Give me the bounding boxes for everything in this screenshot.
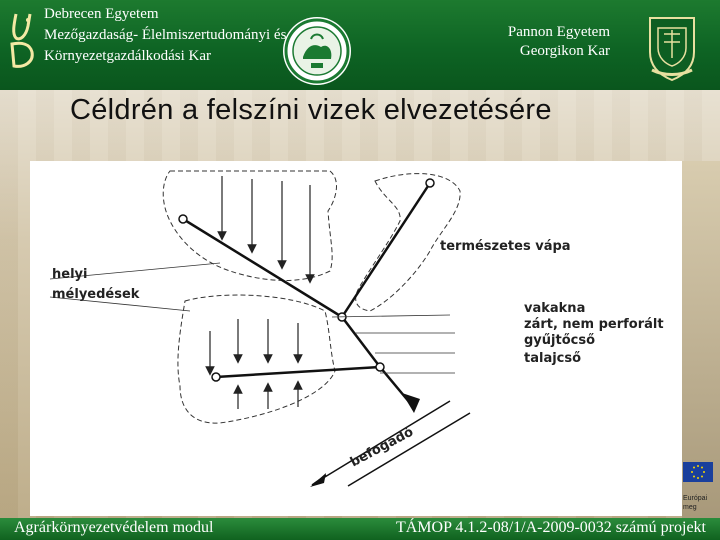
label-zart: zárt, nem perforált	[524, 317, 664, 332]
right-institution-line-2: Georgikon Kar	[519, 43, 610, 59]
slide-title: Céldrén a felszíni vizek elvezetésére	[70, 94, 552, 126]
university-crest-icon	[644, 14, 700, 82]
manhole-4	[376, 363, 384, 371]
right-institution-line-1: Pannon Egyetem	[507, 24, 610, 40]
lower-depression-outline	[178, 295, 335, 423]
label-termeszetes-vapa: természetes vápa	[440, 239, 571, 254]
footer-module-name: Agrárkörnyezetvédelem modul	[14, 519, 214, 536]
manhole-5	[212, 373, 220, 381]
eu-flag-icon	[683, 462, 713, 482]
manhole-1	[179, 215, 187, 223]
left-institution-line-3: Környezetgazdálkodási Kar	[44, 48, 212, 64]
left-institution-line-1: Debrecen Egyetem	[44, 6, 159, 22]
label-helyi: helyi	[52, 267, 88, 282]
label-befogado: befogadó	[348, 424, 416, 471]
eu-text-line-2: meg	[683, 504, 697, 511]
eu-text	[683, 494, 707, 512]
label-gyujtocso: gyűjtőcső	[524, 333, 596, 348]
upper-branch-pipe	[342, 183, 430, 317]
label-melyedesek: mélyedések	[52, 287, 140, 302]
lower-branch-pipe	[216, 367, 380, 377]
faculty-seal-icon	[281, 15, 353, 87]
label-talajcso: talajcső	[524, 351, 582, 366]
slide-header	[0, 0, 720, 90]
manhole-2	[426, 179, 434, 187]
slide-footer	[0, 518, 720, 540]
footer-project-code: TÁMOP 4.1.2-08/1/A-2009-0032 számú projekt	[395, 519, 706, 536]
drainage-diagram	[30, 161, 682, 516]
ud-logo-icon	[6, 8, 38, 70]
left-institution-line-2: Mezőgazdaság- Élelmiszertudományi és	[44, 27, 287, 43]
label-vakakna: vakakna	[524, 301, 586, 316]
eu-text-line-1: Európai	[683, 495, 708, 502]
